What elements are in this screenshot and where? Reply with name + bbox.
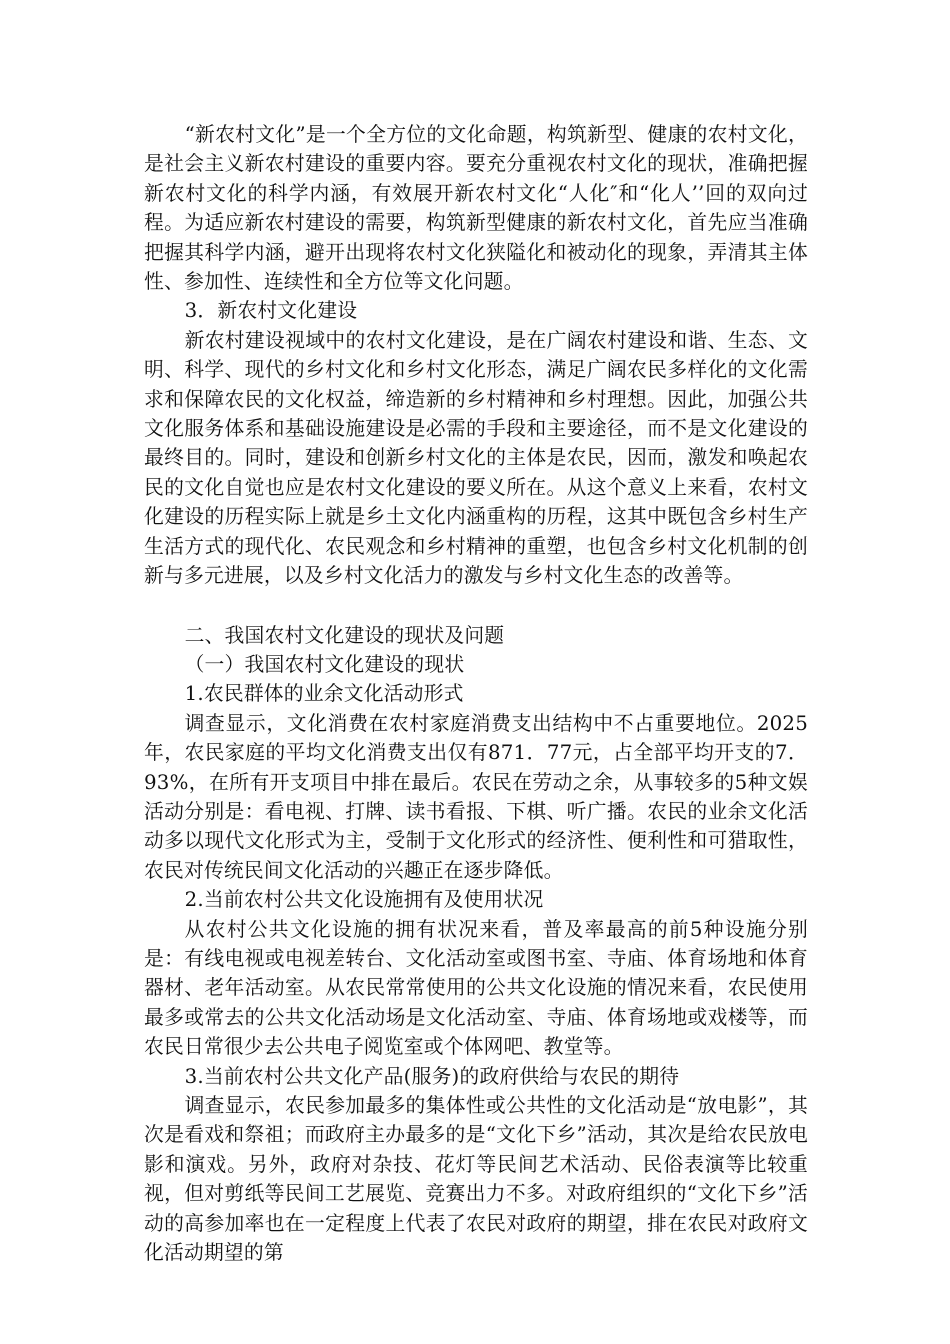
subsection-heading-current-status: （一）我国农村文化建设的现状	[184, 652, 465, 676]
paragraph-public-facilities: 从农村公共文化设施的拥有状况来看，普及率最高的前5种设施分别是：有线电视或电视差转台、文化活动室或图书室、寺庙、体育场地和体育器材、老年活动室。从农民常常使用的公共文化设施的情况来看，农民使用最多或常去的公共文化活动场是文化活动室、寺庙、体育场地或戏楼等，而农民日常很少去公共电子阅览室或个体网吧、教堂等。	[144, 917, 808, 1059]
paragraph-rural-culture-construction: 新农村建设视域中的农村文化建设，是在广阔农村建设和谐、生态、文明、科学、现代的乡村文化和乡村文化形态，满足广阔农民多样化的文化需求和保障农民的文化权益，缔造新的乡村精神和乡村理想。因此，加强公共文化服务体系和基础设施建设是必需的手段和主要途径，而不是文化建设的最终目的。同时，建设和创新乡村文化的主体是农民，因而，激发和唤起农民的文化自觉也应是农村文化建设的要义所在。从这个意义上来看，农村文化建设的历程实际上就是乡土文化内涵重构的历程，这其中既包含乡村生产生活方式的现代化、农民观念和乡村精神的重塑，也包含乡村文化机制的创新与多元进展，以及乡村文化活力的激发与乡村文化生态的改善等。	[144, 328, 808, 588]
paragraph-spare-time-activities: 调查显示，文化消费在农村家庭消费支出结构中不占重要地位。2025年，农民家庭的平均文化消费支出仅有871．77元，占全部平均开支的7．93%，在所有开支项目中排在最后。农民在劳动之余，从事较多的5种文娱活动分别是：看电视、打牌、读书看报、下棋、听广播。农民的业余文化活动多以现代文化形式为主，受制于文化形式的经济性、便利性和可猎取性，农民对传统民间文化活动的兴趣正在逐步降低。	[144, 711, 808, 882]
document-body	[144, 120, 808, 1267]
heading-public-facilities: 2.当前农村公共文化设施拥有及使用状况	[184, 888, 544, 912]
section-heading-status-and-problems: 二、我国农村文化建设的现状及问题	[184, 623, 505, 647]
heading-spare-time-activities: 1.农民群体的业余文化活动形式	[184, 682, 464, 706]
heading-new-rural-culture-construction: 3．新农村文化建设	[184, 299, 358, 323]
heading-government-supply: 3.当前农村公共文化产品(服务)的政府供给与农民的期待	[184, 1064, 680, 1088]
paragraph-government-supply: 调查显示，农民参加最多的集体性或公共性的文化活动是“放电影”，其次是看戏和祭祖；而政府主办最多的是“文化下乡”活动，其次是给农民放电影和演戏。另外，政府对杂技、花灯等民间艺术活动、民俗表演等比较重视，但对剪纸等民间工艺展览、竞赛出力不多。对政府组织的“文化下乡”活动的高参加率也在一定程度上代表了农民对政府的期望，排在农民对政府文化活动期望的第	[144, 1094, 808, 1265]
paragraph-new-rural-culture-intro: “新农村文化”是一个全方位的文化命题，构筑新型、健康的农村文化，是社会主义新农村建设的重要内容。要充分重视农村文化的现状，准确把握新农村文化的科学内涵，有效展开新农村文化“人化″和“化人’’回的双向过程。为适应新农村建设的需要，构筑新型健康的新农村文化，首先应当准确把握其科学内涵，避开出现将农村文化狭隘化和被动化的现象，弄清其主体性、参加性、连续性和全方位等文化问题。	[144, 123, 808, 294]
